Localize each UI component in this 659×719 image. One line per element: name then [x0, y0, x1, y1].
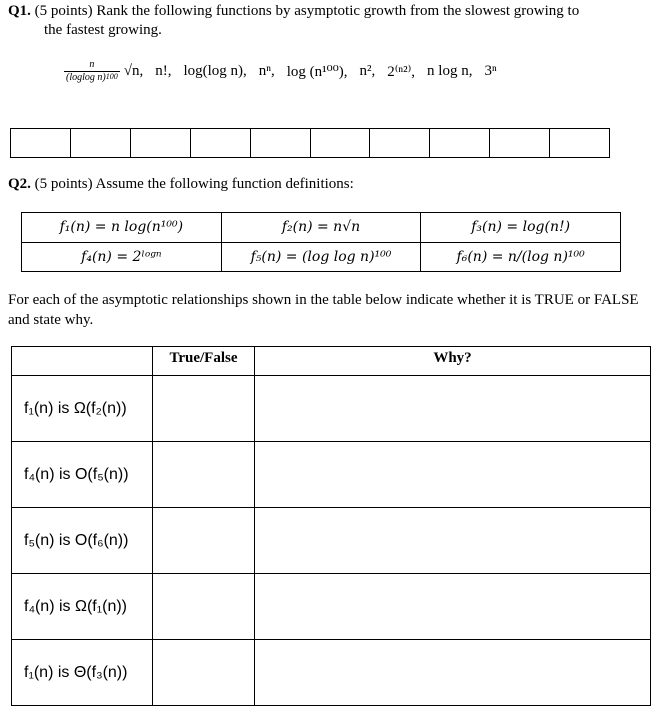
header-why: Why?: [255, 347, 651, 376]
fraction-exponent: 100: [105, 71, 118, 81]
rank-box[interactable]: [131, 129, 191, 157]
why-cell[interactable]: [255, 640, 651, 706]
function-item: n²,: [359, 62, 376, 79]
q1-label: Q1.: [8, 3, 31, 19]
table-row: [12, 442, 651, 508]
table-row: [12, 574, 651, 640]
relationship-label: f₁(n) is Ω(f₂(n)): [12, 376, 153, 442]
answer-table-header: [12, 347, 651, 376]
true-false-cell[interactable]: [153, 574, 255, 640]
function-item: nⁿ,: [258, 62, 275, 79]
table-row: [12, 376, 651, 442]
definitions-table: [21, 212, 621, 272]
fraction-function: [64, 59, 120, 84]
q2-instruction: For each of the asymptotic relationships shown in the table below indicate whether it is TRUE or FALSE and state why.: [8, 292, 639, 328]
true-false-cell[interactable]: [153, 640, 255, 706]
rank-box[interactable]: [490, 129, 550, 157]
why-cell[interactable]: [255, 442, 651, 508]
fraction-numerator: n: [89, 58, 95, 70]
header-blank: [12, 347, 153, 376]
function-list: [64, 56, 644, 86]
definition-cell: f₆(n) = n/(log n)¹⁰⁰: [421, 242, 621, 272]
why-cell[interactable]: [255, 574, 651, 640]
function-item: 3ⁿ: [484, 62, 497, 79]
fraction-denominator: [64, 71, 120, 84]
definition-cell: f₅(n) = (log log n)¹⁰⁰: [221, 242, 421, 272]
relationship-label: f₅(n) is O(f₆(n)): [12, 508, 153, 574]
q2-question: [8, 176, 354, 193]
function-item: log(log n),: [183, 62, 247, 79]
q2-text: (5 points) Assume the following function definitions:: [34, 176, 354, 192]
fraction-denominator-text: (loglog n): [66, 71, 106, 83]
true-false-cell[interactable]: [153, 508, 255, 574]
rank-box[interactable]: [71, 129, 131, 157]
why-cell[interactable]: [255, 376, 651, 442]
function-item: n log n,: [427, 62, 473, 79]
relationship-label: f₁(n) is Θ(f₃(n)): [12, 640, 153, 706]
table-row: [12, 508, 651, 574]
relationship-label: f₄(n) is O(f₅(n)): [12, 442, 153, 508]
true-false-cell[interactable]: [153, 442, 255, 508]
function-item: log (n¹⁰⁰),: [286, 63, 348, 80]
definition-cell: f₄(n) = 2ˡᵒᵍⁿ: [22, 242, 222, 272]
definitions-row: [22, 213, 621, 243]
header-true-false: True/False: [153, 347, 255, 376]
definition-cell: f₃(n) = log(n!): [421, 213, 621, 243]
rank-box[interactable]: [11, 129, 71, 157]
rank-box[interactable]: [191, 129, 251, 157]
rank-box[interactable]: [550, 129, 609, 157]
answer-table: [11, 346, 651, 706]
why-cell[interactable]: [255, 508, 651, 574]
rank-box[interactable]: [370, 129, 430, 157]
q1-question: [8, 2, 648, 40]
rank-box[interactable]: [311, 129, 371, 157]
q2-label: Q2.: [8, 176, 31, 192]
definition-cell: f₁(n) = n log(n¹⁰⁰): [22, 213, 222, 243]
function-item: 2⁽ⁿ²⁾,: [387, 63, 416, 80]
rank-answer-row: [10, 128, 610, 158]
table-row: [12, 640, 651, 706]
rank-box[interactable]: [430, 129, 490, 157]
rank-box[interactable]: [251, 129, 311, 157]
definitions-row: [22, 242, 621, 272]
function-item: n!,: [155, 62, 172, 79]
q1-text-line1: (5 points) Rank the following functions by asymptotic growth from the slowest growing to: [34, 3, 580, 19]
relationship-label: f₄(n) is Ω(f₁(n)): [12, 574, 153, 640]
definition-cell: f₂(n) = n√n: [221, 213, 421, 243]
true-false-cell[interactable]: [153, 376, 255, 442]
q1-text-line2: the fastest growing.: [44, 22, 162, 38]
function-item: √n,: [123, 62, 144, 79]
